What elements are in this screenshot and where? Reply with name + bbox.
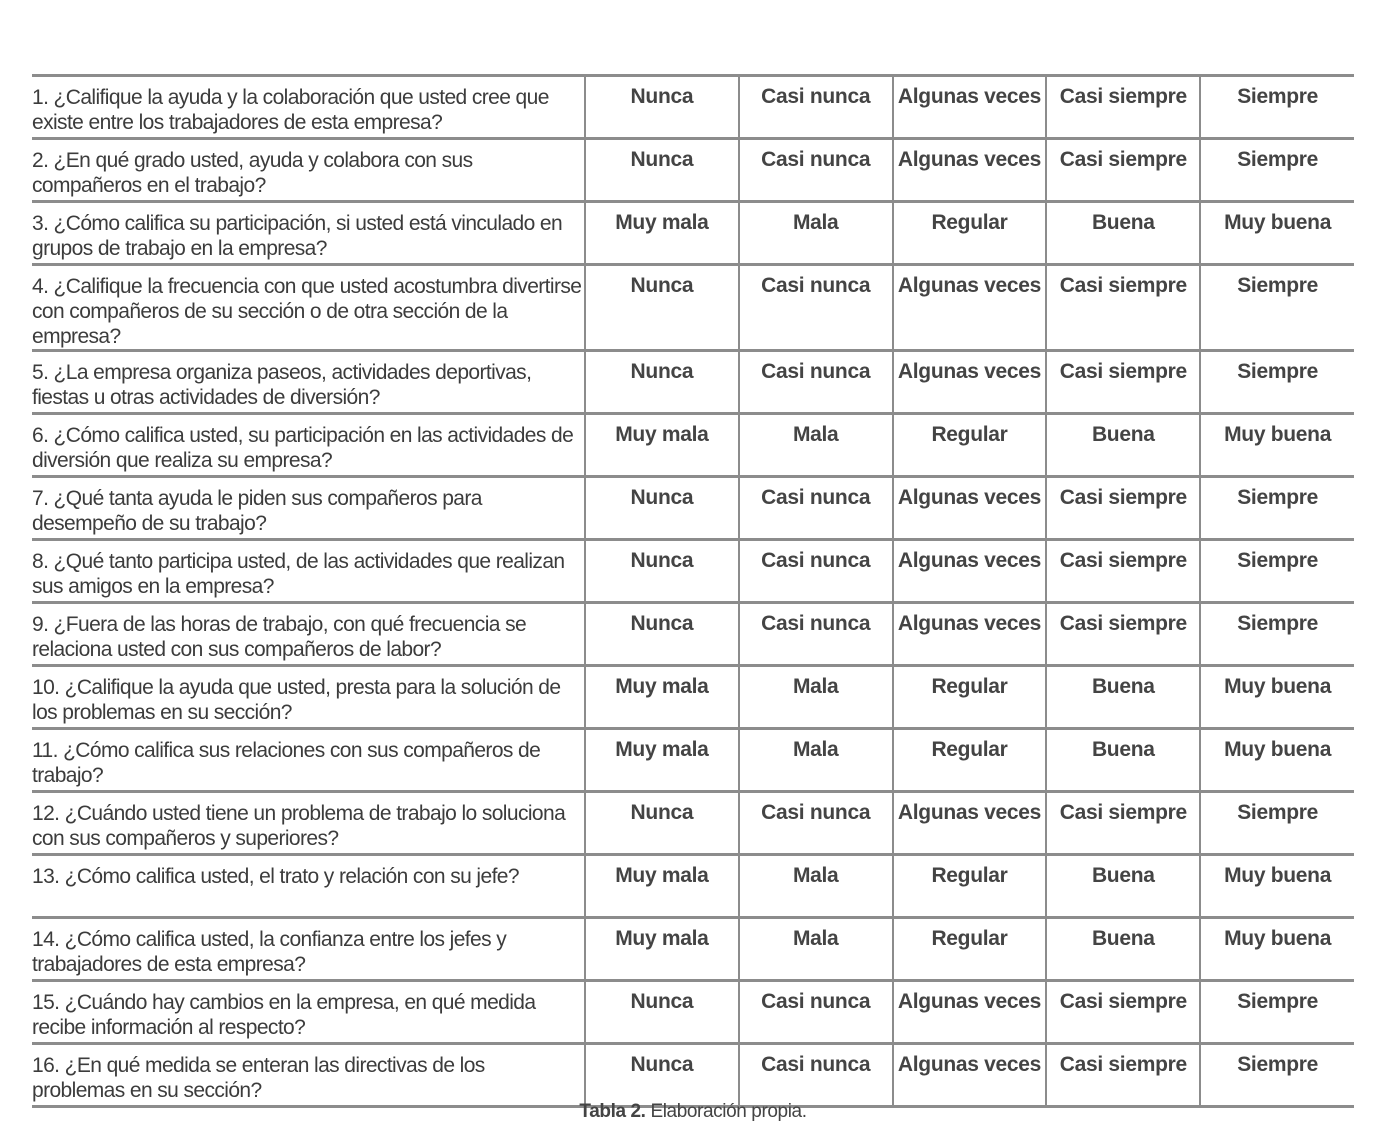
question-cell: 8. ¿Qué tanto participa usted, de las actividades que realizan sus amigos en la empresa?: [32, 540, 585, 603]
option-cell: Muy mala: [585, 855, 739, 918]
question-cell: 2. ¿En qué grado usted, ayuda y colabora con sus compañeros en el trabajo?: [32, 139, 585, 202]
option-cell: Casi siempre: [1046, 477, 1200, 540]
option-cell: Nunca: [585, 792, 739, 855]
option-cell: Muy buena: [1200, 666, 1354, 729]
option-cell: Algunas veces: [893, 603, 1047, 666]
question-cell: 12. ¿Cuándo usted tiene un problema de trabajo lo soluciona con sus compañeros y superiores?: [32, 792, 585, 855]
table-caption: [0, 1101, 1386, 1123]
option-cell: Nunca: [585, 265, 739, 351]
option-cell: Mala: [739, 855, 893, 918]
option-cell: Casi nunca: [739, 265, 893, 351]
option-cell: Algunas veces: [893, 1044, 1047, 1107]
option-cell: Siempre: [1200, 792, 1354, 855]
survey-table-container: [32, 74, 1354, 1108]
option-cell: Buena: [1046, 202, 1200, 265]
question-cell: 14. ¿Cómo califica usted, la confianza entre los jefes y trabajadores de esta empresa?: [32, 918, 585, 981]
option-cell: Muy mala: [585, 729, 739, 792]
option-cell: Casi siempre: [1046, 1044, 1200, 1107]
survey-table-body: [32, 76, 1354, 1107]
question-cell: 13. ¿Cómo califica usted, el trato y relación con su jefe?: [32, 855, 585, 918]
table-row: [32, 729, 1354, 792]
option-cell: Nunca: [585, 603, 739, 666]
question-cell: 1. ¿Califique la ayuda y la colaboración que usted cree que existe entre los trabajadores de esta empresa?: [32, 76, 585, 139]
table-row: [32, 918, 1354, 981]
option-cell: Mala: [739, 414, 893, 477]
option-cell: Regular: [893, 729, 1047, 792]
table-row: [32, 792, 1354, 855]
option-cell: Casi nunca: [739, 792, 893, 855]
option-cell: Nunca: [585, 1044, 739, 1107]
survey-table: [32, 74, 1354, 1108]
option-cell: Casi siempre: [1046, 540, 1200, 603]
option-cell: Regular: [893, 202, 1047, 265]
option-cell: Muy mala: [585, 202, 739, 265]
table-row: [32, 540, 1354, 603]
question-cell: 7. ¿Qué tanta ayuda le piden sus compañeros para desempeño de su trabajo?: [32, 477, 585, 540]
table-row: [32, 414, 1354, 477]
option-cell: Siempre: [1200, 265, 1354, 351]
option-cell: Casi nunca: [739, 139, 893, 202]
option-cell: Casi siempre: [1046, 139, 1200, 202]
option-cell: Siempre: [1200, 76, 1354, 139]
option-cell: Nunca: [585, 477, 739, 540]
option-cell: Siempre: [1200, 603, 1354, 666]
option-cell: Regular: [893, 666, 1047, 729]
option-cell: Buena: [1046, 666, 1200, 729]
table-row: [32, 351, 1354, 414]
option-cell: Muy buena: [1200, 918, 1354, 981]
option-cell: Muy mala: [585, 666, 739, 729]
option-cell: Casi siempre: [1046, 603, 1200, 666]
table-row: [32, 477, 1354, 540]
table-row: [32, 139, 1354, 202]
option-cell: Mala: [739, 202, 893, 265]
option-cell: Casi siempre: [1046, 351, 1200, 414]
option-cell: Casi siempre: [1046, 76, 1200, 139]
option-cell: Muy buena: [1200, 414, 1354, 477]
option-cell: Casi nunca: [739, 76, 893, 139]
option-cell: Buena: [1046, 918, 1200, 981]
option-cell: Siempre: [1200, 540, 1354, 603]
option-cell: Nunca: [585, 981, 739, 1044]
option-cell: Algunas veces: [893, 76, 1047, 139]
table-row: [32, 666, 1354, 729]
option-cell: Casi nunca: [739, 981, 893, 1044]
option-cell: Algunas veces: [893, 477, 1047, 540]
caption-text: Elaboración propia.: [650, 1101, 807, 1122]
table-row: [32, 855, 1354, 918]
question-cell: 5. ¿La empresa organiza paseos, actividades deportivas, fiestas u otras actividades de diversión?: [32, 351, 585, 414]
option-cell: Algunas veces: [893, 540, 1047, 603]
table-row: [32, 265, 1354, 351]
question-cell: 15. ¿Cuándo hay cambios en la empresa, en qué medida recibe información al respecto?: [32, 981, 585, 1044]
option-cell: Casi nunca: [739, 351, 893, 414]
question-cell: 16. ¿En qué medida se enteran las directivas de los problemas en su sección?: [32, 1044, 585, 1107]
question-cell: 9. ¿Fuera de las horas de trabajo, con qué frecuencia se relaciona usted con sus compañeros de labor?: [32, 603, 585, 666]
option-cell: Siempre: [1200, 351, 1354, 414]
option-cell: Casi nunca: [739, 477, 893, 540]
option-cell: Regular: [893, 414, 1047, 477]
option-cell: Siempre: [1200, 139, 1354, 202]
option-cell: Muy buena: [1200, 202, 1354, 265]
table-row: [32, 202, 1354, 265]
option-cell: Siempre: [1200, 981, 1354, 1044]
option-cell: Mala: [739, 666, 893, 729]
option-cell: Muy mala: [585, 918, 739, 981]
option-cell: Mala: [739, 918, 893, 981]
option-cell: Nunca: [585, 351, 739, 414]
option-cell: Buena: [1046, 729, 1200, 792]
option-cell: Mala: [739, 729, 893, 792]
option-cell: Nunca: [585, 540, 739, 603]
question-cell: 10. ¿Califique la ayuda que usted, presta para la solución de los problemas en su sección?: [32, 666, 585, 729]
table-row: [32, 1044, 1354, 1107]
option-cell: Algunas veces: [893, 139, 1047, 202]
option-cell: Casi nunca: [739, 1044, 893, 1107]
option-cell: Casi nunca: [739, 603, 893, 666]
option-cell: Regular: [893, 855, 1047, 918]
option-cell: Muy buena: [1200, 855, 1354, 918]
option-cell: Algunas veces: [893, 265, 1047, 351]
option-cell: Algunas veces: [893, 351, 1047, 414]
table-row: [32, 603, 1354, 666]
question-cell: 3. ¿Cómo califica su participación, si usted está vinculado en grupos de trabajo en la empresa?: [32, 202, 585, 265]
option-cell: Casi siempre: [1046, 792, 1200, 855]
question-cell: 11. ¿Cómo califica sus relaciones con sus compañeros de trabajo?: [32, 729, 585, 792]
option-cell: Casi siempre: [1046, 981, 1200, 1044]
option-cell: Casi siempre: [1046, 265, 1200, 351]
option-cell: Muy mala: [585, 414, 739, 477]
option-cell: Siempre: [1200, 477, 1354, 540]
option-cell: Nunca: [585, 139, 739, 202]
option-cell: Muy buena: [1200, 729, 1354, 792]
option-cell: Buena: [1046, 855, 1200, 918]
option-cell: Casi nunca: [739, 540, 893, 603]
option-cell: Nunca: [585, 76, 739, 139]
option-cell: Algunas veces: [893, 792, 1047, 855]
option-cell: Buena: [1046, 414, 1200, 477]
option-cell: Algunas veces: [893, 981, 1047, 1044]
table-row: [32, 76, 1354, 139]
option-cell: Regular: [893, 918, 1047, 981]
table-row: [32, 981, 1354, 1044]
option-cell: Siempre: [1200, 1044, 1354, 1107]
caption-label: Tabla 2.: [579, 1101, 646, 1122]
question-cell: 4. ¿Califique la frecuencia con que usted acostumbra divertirse con compañeros de su sección o de otra sección de la empresa?: [32, 265, 585, 351]
question-cell: 6. ¿Cómo califica usted, su participación en las actividades de diversión que realiza su empresa?: [32, 414, 585, 477]
